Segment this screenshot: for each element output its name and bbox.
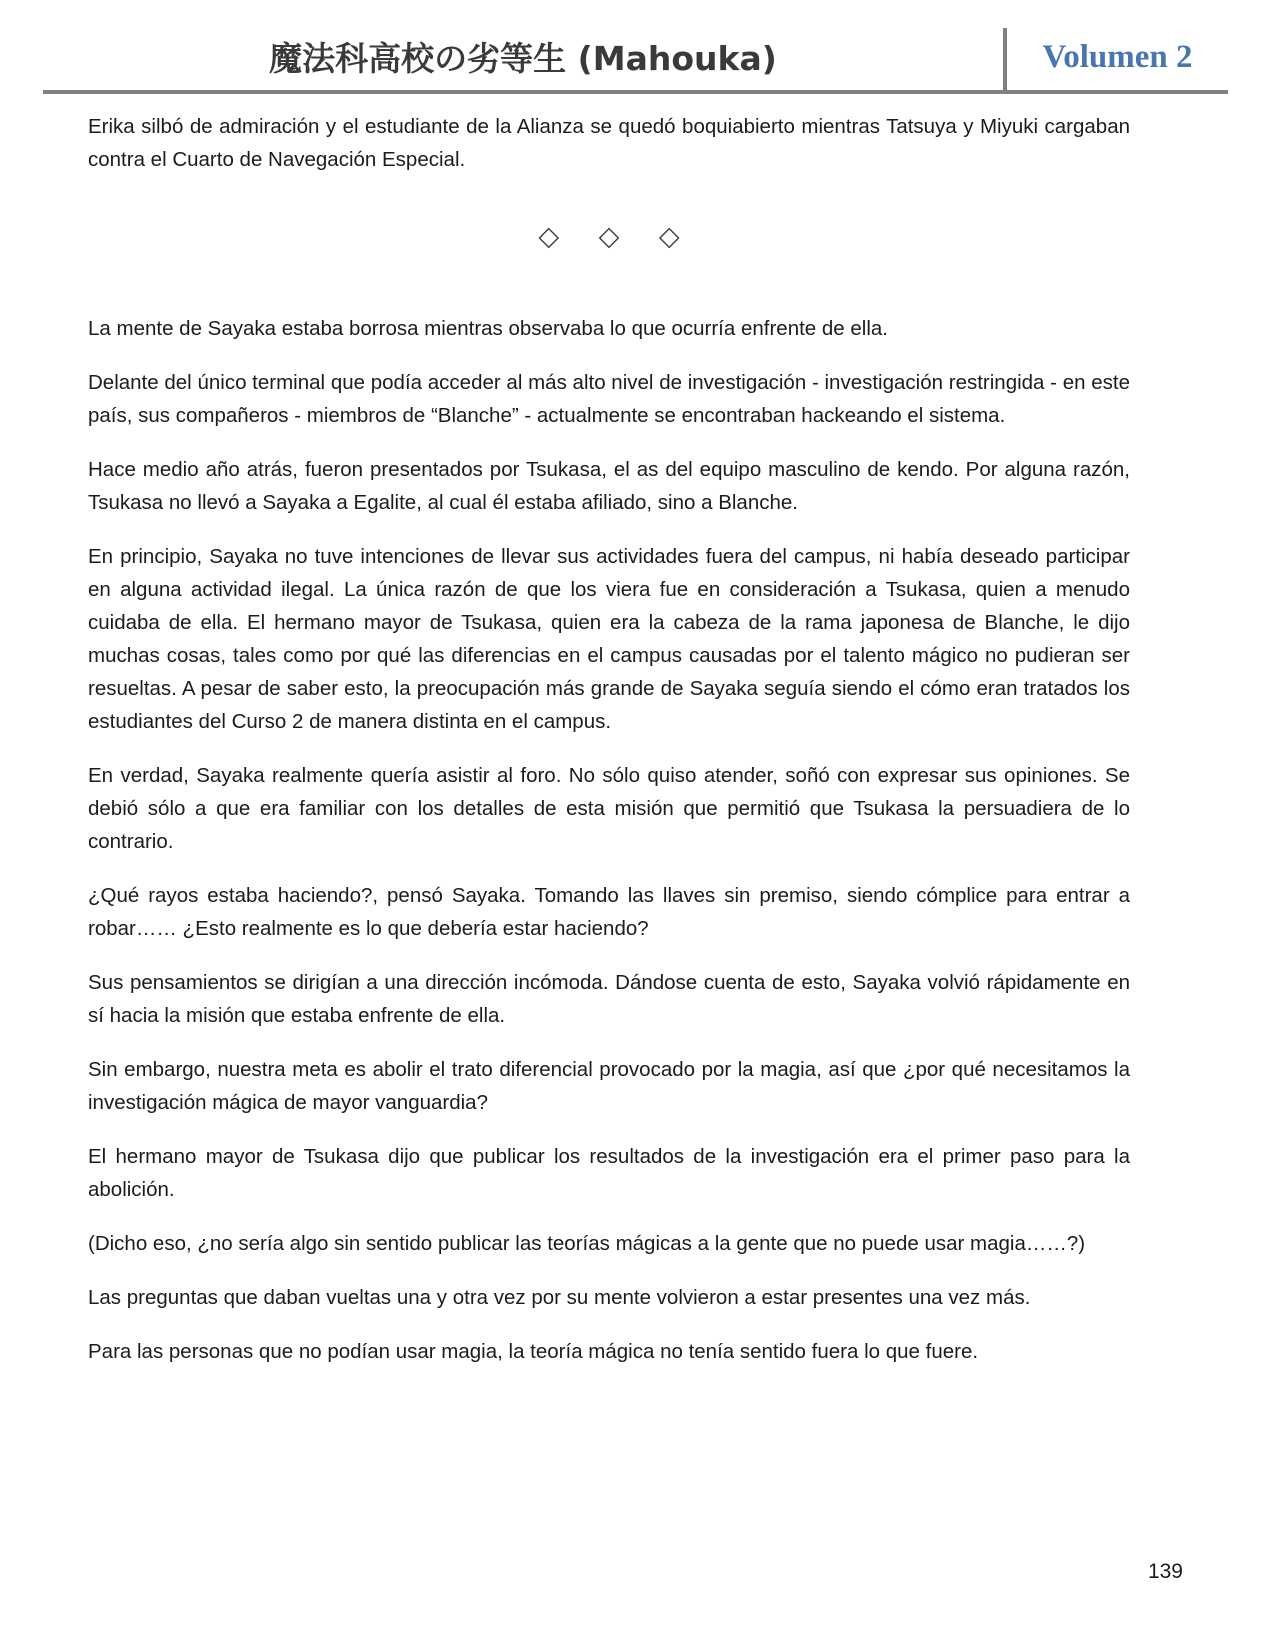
- volume-label: Volumen 2: [1042, 39, 1193, 75]
- page-header: [43, 0, 1228, 94]
- paragraph: Para las personas que no podían usar magia, la teoría mágica no tenía sentido fuera lo que fuere.: [88, 1340, 979, 1363]
- paragraph-intro: Erika silbó de admiración y el estudiante de la Alianza se quedó boquiabierto mientras Tatsuya y Miyuki cargaban contra el Cuarto de Navegación Especial.: [88, 115, 1130, 171]
- paragraph: En principio, Sayaka no tuve intenciones de llevar sus actividades fuera del campus, ni había deseado participar en alguna actividad ilegal. La única razón de que los viera fue en consideración a Tsukasa, quien a menudo cuidaba de ella. El hermano mayor de Tsukasa, quien era la cabeza de la rama japonesa de Blanche, le dijo muchas cosas, tales como por qué las diferencias en el campus causadas por el talento mágico no pudieran ser resueltas. A pesar de saber esto, la preocupación más grande de Sayaka seguía siendo el cómo eran tratados los estudiantes del Curso 2 de manera distinta en el campus.: [88, 545, 1130, 733]
- page-content: [88, 94, 1130, 1389]
- paragraph: En verdad, Sayaka realmente quería asistir al foro. No sólo quiso atender, soñó con expresar sus opiniones. Se debió sólo a que era familiar con los detalles de esta misión que permitió que Tsukasa la persuadiera de lo contrario.: [88, 764, 1130, 853]
- paragraph: Sus pensamientos se dirigían a una dirección incómoda. Dándose cuenta de esto, Sayaka volvió rápidamente en sí hacia la misión que estaba enfrente de ella.: [88, 971, 1130, 1027]
- book-title: 魔法科高校の劣等生 (Mahouka): [269, 39, 777, 78]
- scene-break-separator: [88, 216, 1130, 256]
- paragraph: (Dicho eso, ¿no sería algo sin sentido publicar las teorías mágicas a la gente que no puede usar magia……?): [88, 1232, 1086, 1255]
- paragraph: El hermano mayor de Tsukasa dijo que publicar los resultados de la investigación era el primer paso para la abolición.: [88, 1145, 1130, 1201]
- header-title-area: [43, 0, 1003, 90]
- paragraph: Delante del único terminal que podía acceder al más alto nivel de investigación - investigación restringida - en este país, sus compañeros - miembros de “Blanche” - actualmente se encontraban hackeando el sistema.: [88, 371, 1130, 427]
- paragraph: Las preguntas que daban vueltas una y otra vez por su mente volvieron a estar presentes una vez más.: [88, 1286, 1031, 1309]
- diamond-icon: ◇ ◇ ◇: [538, 221, 696, 251]
- page-number: 139: [1147, 1560, 1183, 1583]
- paragraph: Hace medio año atrás, fueron presentados por Tsukasa, el as del equipo masculino de kendo. Por alguna razón, Tsukasa no llevó a Sayaka a Egalite, al cual él estaba afiliado, sino a Blanche.: [88, 458, 1130, 514]
- header-volume-area: [1007, 0, 1228, 90]
- paragraph: Sin embargo, nuestra meta es abolir el trato diferencial provocado por la magia, así que ¿por qué necesitamos la investigación mágica de mayor vanguardia?: [88, 1058, 1130, 1114]
- paragraph: La mente de Sayaka estaba borrosa mientras observaba lo que ocurría enfrente de ella.: [88, 317, 888, 340]
- paragraph: ¿Qué rayos estaba haciendo?, pensó Sayaka. Tomando las llaves sin premiso, siendo cómplice para entrar a robar…… ¿Esto realmente es lo que debería estar haciendo?: [88, 884, 1130, 940]
- header-row: [43, 0, 1228, 90]
